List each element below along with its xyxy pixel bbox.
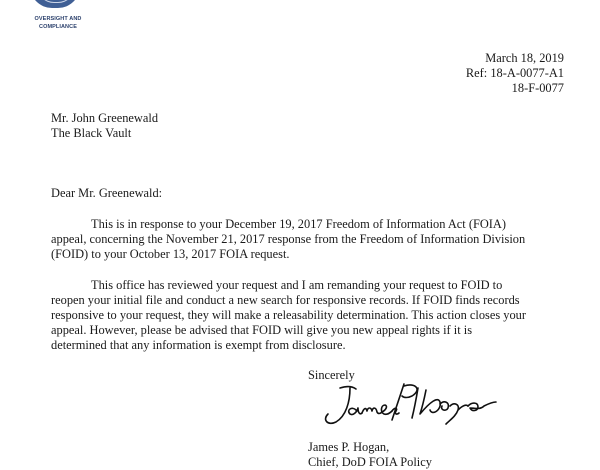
letter-date: March 18, 2019 [485,51,564,65]
paragraph-line: reopen your initial file and conduct a new search for responsive records. If FOID finds records [51,293,520,307]
paragraph-line: responsive to your request, they will make a releasability determination. This action closes your [51,308,526,322]
paragraph-line: appeal, concerning the November 21, 2017 response from the Freedom of Information Division [51,232,526,246]
paragraph-line: determined that any information is exempt from disclosure. [51,338,346,352]
signer-title: Chief, DoD FOIA Policy [308,455,432,469]
date-reference-block [466,51,564,96]
paragraph-line: This office has reviewed your request and I am remanding your request to FOID to [91,278,503,292]
office-name-line1: OVERSIGHT AND [34,16,82,22]
recipient-address [51,111,158,141]
recipient-organization: The Black Vault [51,126,132,140]
reference-number: Ref: 18-A-0077-A1 [465,66,564,80]
paragraph-line: This is in response to your December 19, 2017 Freedom of Information Act (FOIA) [91,217,507,231]
signer-name: James P. Hogan, [308,440,390,454]
office-name-line2: COMPLIANCE [39,24,77,30]
paragraph-line: (FOID) to your October 13, 2017 FOIA request. [51,247,290,261]
closing: Sincerely [308,368,355,382]
paragraph-2 [51,278,566,353]
case-number: 18-F-0077 [511,81,564,95]
recipient-name: Mr. John Greenewald [51,111,159,125]
agency-seal [30,0,80,8]
office-name [32,15,84,31]
signer-block [308,440,588,470]
salutation: Dear Mr. Greenewald: [51,186,163,200]
paragraph-1 [51,217,566,262]
handwritten-signature [300,380,500,430]
paragraph-line: appeal. However, please be advised that FOID will give you new appeal rights if it is [51,323,473,337]
